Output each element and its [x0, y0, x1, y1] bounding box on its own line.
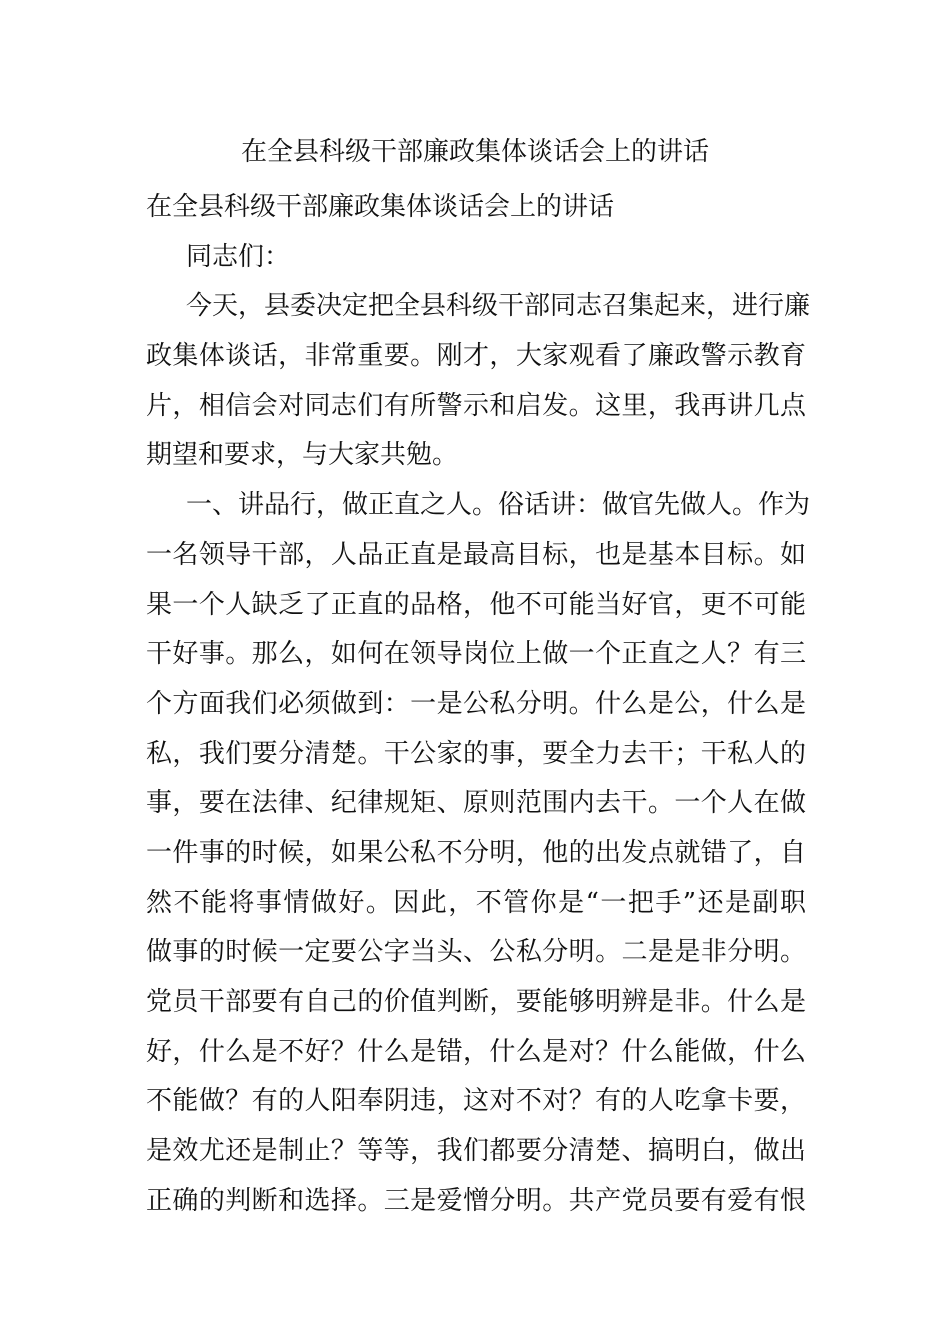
paragraph-line: 然不能将事情做好。因此，不管你是“一把手”还是副职: [146, 887, 806, 918]
paragraph-line: 正确的判断和选择。三是爱憎分明。共产党员要有爱有恨: [146, 1185, 806, 1216]
paragraph-line: 一名领导干部，人品正直是最高目标，也是基本目标。如: [146, 539, 806, 570]
paragraph-line: 一、讲品行，做正直之人。俗话讲：做官先做人。作为: [186, 490, 811, 521]
paragraph-line: 果一个人缺乏了正直的品格，他不可能当好官，更不可能: [146, 589, 806, 620]
paragraph-line: 个方面我们必须做到：一是公私分明。什么是公，什么是: [146, 688, 806, 719]
paragraph-line: 政集体谈话，非常重要。刚才，大家观看了廉政警示教育: [146, 341, 806, 372]
document-title: 在全县科级干部廉政集体谈话会上的讲话: [240, 137, 709, 167]
paragraph-line: 是效尤还是制止？等等，我们都要分清楚、搞明白，做出: [146, 1136, 806, 1167]
paragraph-line: 不能做？有的人阳奉阴违，这对不对？有的人吃拿卡要，: [146, 1086, 806, 1117]
paragraph-line: 事，要在法律、纪律规矩、原则范围内去干。一个人在做: [146, 788, 806, 819]
paragraph-line: 今天，县委决定把全县科级干部同志召集起来，进行廉: [186, 291, 811, 322]
paragraph-line: 干好事。那么，如何在领导岗位上做一个正直之人？有三: [146, 639, 806, 670]
paragraph-line: 做事的时候一定要公字当头、公私分明。二是是非分明。: [146, 937, 806, 968]
paragraph-line: 一件事的时候，如果公私不分明，他的出发点就错了，自: [146, 837, 806, 868]
paragraph-line: 私，我们要分清楚。干公家的事，要全力去干；干私人的: [146, 738, 806, 769]
paragraph-line: 期望和要求，与大家共勉。: [146, 440, 459, 471]
paragraph-line: 好，什么是不好？什么是错，什么是对？什么能做，什么: [146, 1036, 806, 1067]
paragraph-line: 党员干部要有自己的价值判断，要能够明辨是非。什么是: [146, 987, 806, 1017]
salutation: 同志们：: [186, 241, 291, 272]
paragraph-line: 片，相信会对同志们有所警示和启发。这里，我再讲几点: [146, 390, 806, 421]
document-body: [146, 183, 811, 1226]
subtitle-line: 在全县科级干部廉政集体谈话会上的讲话: [146, 192, 615, 222]
